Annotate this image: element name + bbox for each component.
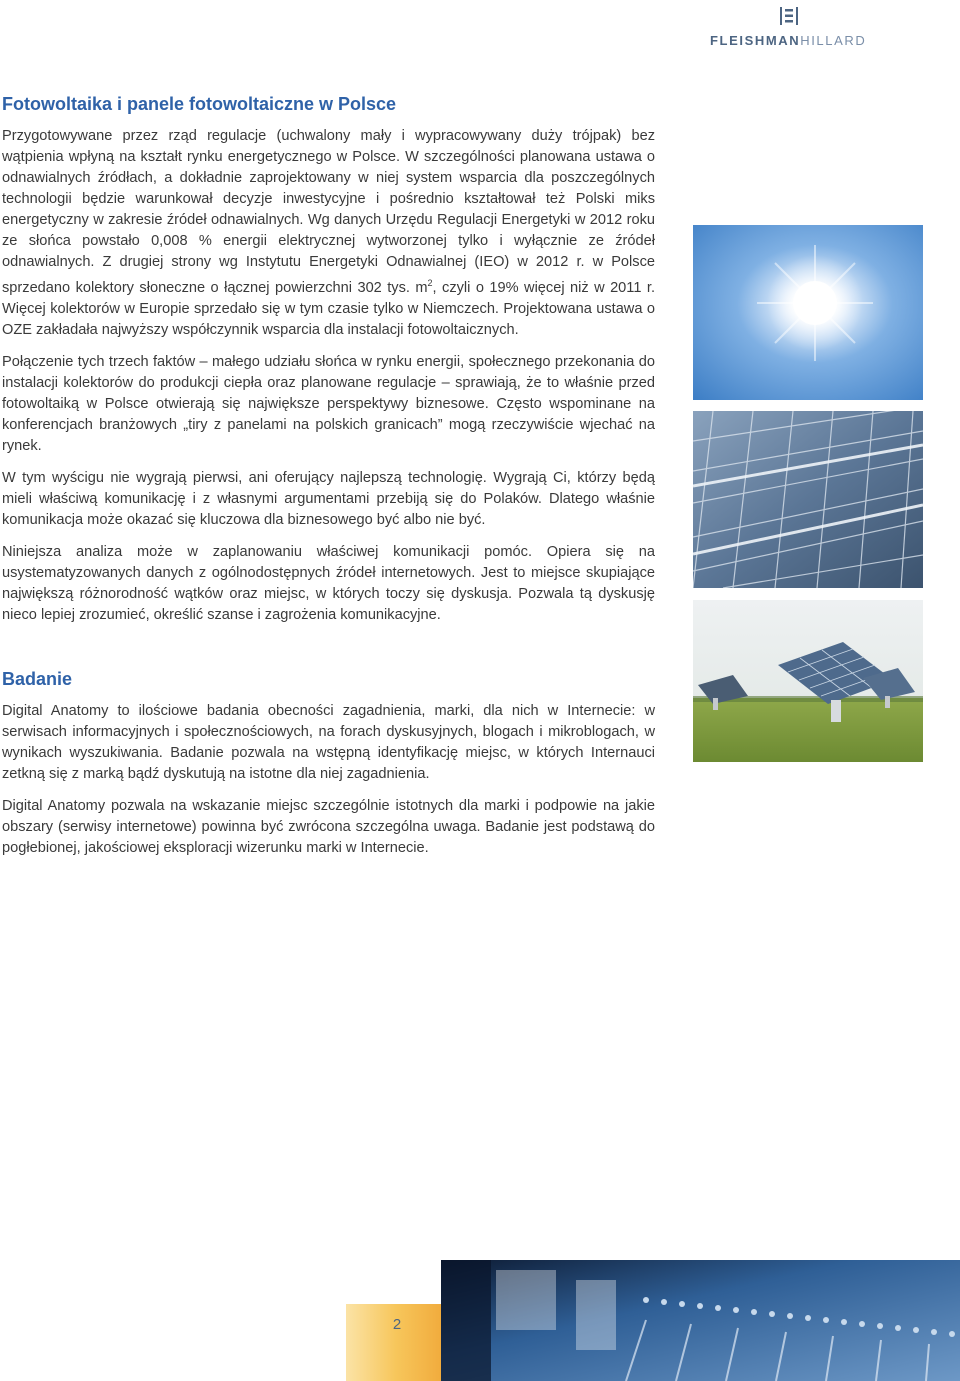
footer-decorative-band: [346, 1260, 960, 1381]
paragraph-analysis: Niniejsza analiza może w zaplanowaniu właściwej komunikacji pomóc. Opiera się na usystematyzowanych danych z ogólnodostępnych źródeł internetowych. Jest to miejsce skupiające największą różnorodność wątków oraz miejsc, w których toczy się dyskusja. Pozwala tą dyskusję nieco lepiej zrozumieć, określić szanse i zagrożenia komunikacyjne.: [2, 543, 655, 623]
paragraph-regulations-text: Przygotowywane przez rząd regulacje (uchwalony mały i wypracowywany duży trójpak) bez wątpienia wpłyną na kształt rynku energetycznego w Polsce. W szczególności planowana ustawa o odnawialnych źródłach, a dokładnie zaprojektowany w niej system wsparcia dla poszczególnych technologii będzie warunkował decyzje inwestycyjne i pośrednio kształtował też Polski miks energetyczny w zakresie źródeł odnawialnych. Wg danych Urzędu Regulacji Energetyki w 2012 roku ze słońca powstało 0,008 % energii elektrycznej wytworzonej tylko i wyłącznie ze źródeł odnawialnych. Z drugiej strony wg Instytutu Energetyki Odnawialnej (IEO) w 2012 r. w Polsce sprzedano kolektory słoneczne o łącznej powierzchni 302 tys. m: [2, 128, 655, 296]
main-content: [2, 92, 655, 859]
paragraph-regulations: [2, 126, 655, 341]
section-heading-research: Badanie: [2, 668, 73, 689]
logo-text-bold: FLEISHMAN: [710, 33, 801, 48]
fleishmanhillard-logo: [710, 6, 870, 50]
paragraph-race: W tym wyścigu nie wygrają pierwsi, ani oferujący najlepszą technologię. Wygrają Ci, którzy będą mieli właściwą komunikację i z własnymi argumentami przebiją się do Polaków. Dlatego właśnie komunikacja może okazać się kluczowa dla biznesowego być albo nie być.: [2, 469, 655, 528]
solar-panels-closeup-photo: [693, 411, 923, 588]
section-heading-photovoltaics: Fotowoltaika i panele fotowoltaiczne w Polsce: [2, 94, 397, 114]
paragraph-three-facts: Połączenie tych trzech faktów – małego udziału słońca w rynku energii, społecznego przekonania do instalacji kolektorów do produkcji ciepła oraz planowane regulacje – sprawiają, że to właśnie przed fotowoltaiką w Polsce otwierają się największe perspektywy biznesowe. Często wspominane na konferencjach branżowych „tiry z panelami na polskich granicach” mogą rzeczywiście wjechać na rynek.: [2, 353, 655, 454]
logo-text-light: HILLARD: [800, 33, 867, 48]
paragraph-digital-anatomy-2: Digital Anatomy pozwala na wskazanie miejsc szczególnie istotnych dla marki i podpowie na jakie obszary (serwisy internetowe) powinna być zwrócona szczególna uwaga. Badanie jest podstawą do pogłebionej, jakościowej eksploracji wizerunku marki w Internecie.: [2, 797, 655, 856]
paragraph-digital-anatomy-1: Digital Anatomy to ilościowe badania obecności zagadnienia, marki, dla nich w Internecie: w serwisach informacyjnych i społecznościowych, na forach dyskusyjnych, blogach i mikroblogach, w wynikach wyszukiwania. Badanie pozwala na wstępną identyfikację miejsc, w których Internauci zetkną się z marką bądź dyskutują na istotne dla niej zagadnienia.: [2, 702, 655, 782]
logo-wordmark: [710, 33, 866, 48]
superscript-square-meters: 2: [427, 278, 433, 288]
paragraph-regulations-tail: , czyli o 19% więcej niż w 2011 r. Więcej kolektorów w Europie sprzedało się w tym czasie tylko w Niemczech. Projektowana ustawa o OZE zakładała najwyższy współczynnik wsparcia dla instalacji fotowoltaicznych.: [2, 279, 655, 338]
sun-in-sky-photo: [693, 225, 923, 400]
solar-trackers-field-photo: [693, 600, 923, 762]
fh-monogram-icon: [779, 6, 799, 26]
page-number: 2: [392, 1316, 402, 1333]
